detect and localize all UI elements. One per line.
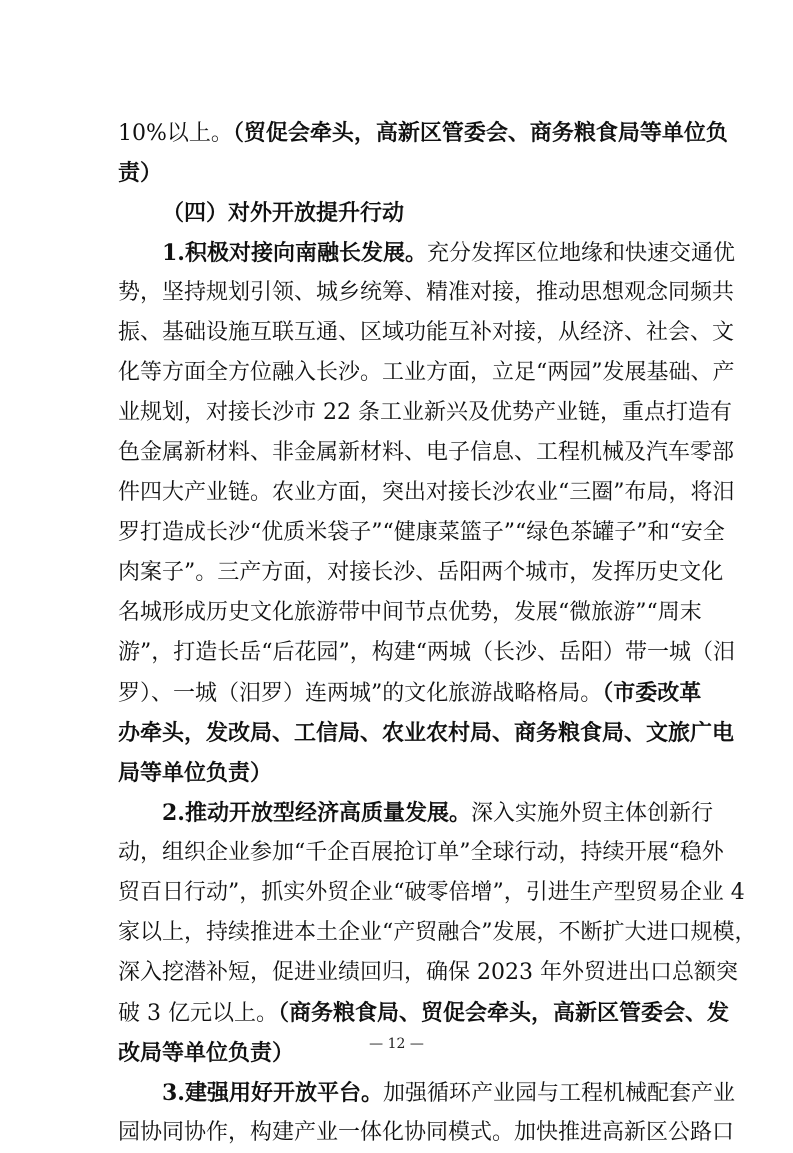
- text-run: 肉案子”。三产方面，对接长沙、岳阳两个城市，发挥历史文化: [118, 560, 724, 585]
- text-run: 振、基础设施互联互通、区域功能互补对接，从经济、社会、文: [118, 320, 735, 345]
- text-run: 罗）、一城（汨罗）连两城”的文化旅游战略格局。: [118, 681, 603, 706]
- text-line: [118, 513, 725, 553]
- item-heading: 1.积极对接向南融长发展。: [162, 240, 427, 266]
- text-run: 园协同协作，构建产业一体化协同模式。加快推进高新区公路口: [118, 1120, 735, 1145]
- text-line: [118, 1073, 735, 1113]
- responsible-units-note: 责）: [118, 160, 163, 186]
- text-line: [118, 313, 735, 353]
- text-run: 加强循环产业园与工程机械配套产业: [382, 1081, 735, 1106]
- text-run: 家以上，持续推进本土企业“产贸融合”发展，不断扩大进口规模，: [118, 920, 757, 945]
- text-line: [118, 353, 735, 393]
- text-run: 动，组织企业参加“千企百展抢订单”全球行动，持续开展“稳外: [118, 840, 724, 865]
- responsible-units-note: （市委改革: [602, 680, 702, 706]
- text-line: [118, 273, 735, 313]
- text-run: 业规划，对接长沙市 22 条工业新兴及优势产业链，重点打造有: [118, 400, 732, 425]
- text-line: [118, 793, 713, 833]
- text-run: 深入挖潜补短，促进业绩回归，确保 2023 年外贸进出口总额突: [118, 960, 738, 985]
- responsible-units-note: 局等单位负责）: [118, 760, 273, 786]
- text-line: [118, 633, 735, 673]
- text-line: [118, 393, 732, 433]
- responsible-units-note: （贸促会牵头，高新区管委会、商务粮食局等单位负: [232, 120, 728, 146]
- text-line: [118, 753, 696, 793]
- text-run: 罗打造成长沙“优质米袋子”“健康菜篮子”“绿色茶罐子”和“安全: [118, 520, 725, 545]
- text-run: 势，坚持规划引领、城乡统筹、精准对接，推动思想观念同频共: [118, 280, 735, 305]
- page-number: — 12 —: [369, 1036, 424, 1052]
- text-line: [118, 233, 735, 273]
- text-run: 破 3 亿元以上。: [118, 1001, 278, 1026]
- section-heading: [118, 193, 696, 233]
- text-line: [118, 953, 738, 993]
- responsible-units-note: 改局等单位负责）: [118, 1040, 295, 1066]
- text-line: [118, 1113, 735, 1153]
- item-heading: 3.建强用好开放平台。: [162, 1080, 383, 1106]
- text-line: [118, 593, 702, 633]
- text-run: 化等方面全方位融入长沙。工业方面，立足“两园”发展基础、产: [118, 360, 735, 385]
- responsible-units-note: 办牵头，发改局、工信局、农业农村局、商务粮食局、文旅广电: [118, 720, 735, 746]
- text-run: 深入实施外贸主体创新行: [470, 801, 713, 826]
- text-run: 件四大产业链。农业方面，突出对接长沙农业“三圈”布局，将汨: [118, 480, 735, 505]
- text-line: [118, 913, 757, 953]
- text-run: 充分发挥区位地缘和快速交通优: [426, 241, 735, 266]
- section-heading-text: （四）对外开放提升行动: [162, 200, 405, 226]
- text-line: [118, 153, 696, 193]
- text-run: 贸百日行动”，抓实外贸企业“破零倍增”，引进生产型贸易企业 4: [118, 880, 745, 905]
- text-line: [118, 473, 735, 513]
- responsible-units-note: （商务粮食局、贸促会牵头，高新区管委会、发: [277, 1000, 729, 1026]
- text-line: [118, 873, 745, 913]
- text-run: 游”，打造长岳“后花园”，构建“两城（长沙、岳阳）带一城（汨: [118, 640, 735, 665]
- text-run: 名城形成历史文化旅游带中间节点优势，发展“微旅游”“周末: [118, 600, 702, 625]
- text-line: [118, 833, 724, 873]
- text-run: 色金属新材料、非金属新材料、电子信息、工程机械及汽车零部: [118, 440, 735, 465]
- item-heading: 2.推动开放型经济高质量发展。: [162, 800, 471, 826]
- text-line: [118, 673, 702, 713]
- text-run: 10%以上。: [118, 121, 233, 146]
- text-line: [118, 713, 735, 753]
- text-line: [118, 553, 724, 593]
- document-body: [118, 113, 757, 1153]
- text-line: [118, 113, 728, 153]
- text-line: [118, 433, 735, 473]
- text-line: [118, 993, 729, 1033]
